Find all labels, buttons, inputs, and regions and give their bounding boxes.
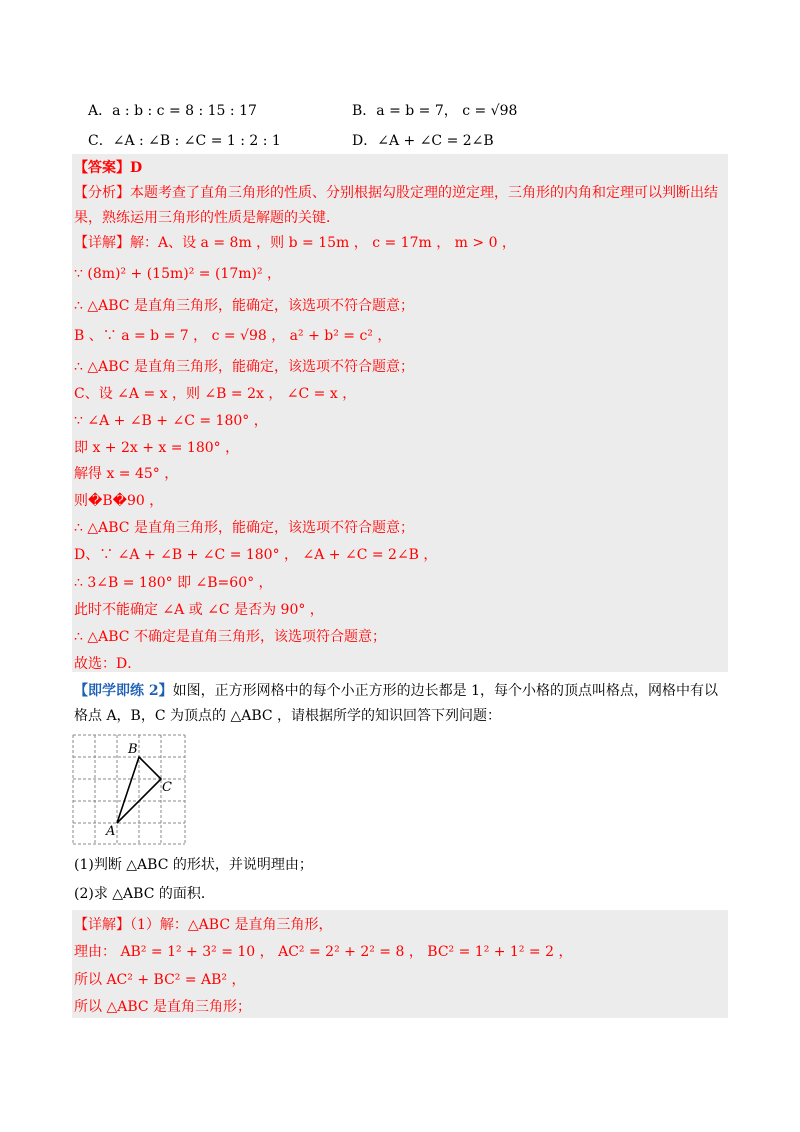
option-b: B．a = b = 7， c = √98 (352, 103, 518, 119)
solution1-line: ∴ △ABC 是直角三角形，能确定，该选项不符合题意； (74, 298, 414, 314)
solution1-line: ∴ △ABC 不确定是直角三角形，该选项符合题意； (74, 629, 386, 645)
solution1-line: ∴ △ABC 是直角三角形，能确定，该选项不符合题意； (74, 520, 414, 536)
solution1-line: ∵ ∠A + ∠B + ∠C = 180° ， (74, 413, 268, 429)
solution1-line: ∴ △ABC 是直角三角形，能确定，该选项不符合题意； (74, 359, 414, 375)
solution2-line: 所以 △ABC 是直角三角形； (74, 999, 252, 1015)
solution1-line: 此时不能确定 ∠A 或 ∠C 是否为 90° ， (74, 602, 324, 618)
option-c: C．∠A : ∠B : ∠C = 1 : 2 : 1 (88, 133, 281, 149)
exercise-intro (74, 681, 718, 701)
exercise-text-2: 格点 A，B，C 为顶点的 △ABC ，请根据所学的知识回答下列问题： (74, 708, 502, 724)
solution1-line: ∵ (8m)² + (15m)² = (17m)² ， (74, 266, 282, 282)
exercise-text-1: 如图，正方形网格中的每个小正方形的边长都是 1，每个小格的顶点叫格点，网格中有以 (172, 683, 718, 699)
label-b: B (128, 742, 138, 757)
solution1-line: C、设 ∠A = x ，则 ∠B = 2x ， ∠C = x ， (74, 386, 357, 402)
option-d: D．∠A + ∠C = 2∠B (352, 133, 494, 149)
exercise-title: 【即学即练 2】 (74, 683, 173, 699)
option-a: A．a : b : c = 8 : 15 : 17 (88, 103, 257, 119)
analysis-line-1: 【分析】本题考查了直角三角形的性质、分别根据勾股定理的逆定理，三角形的内角和定理可以判断出结 (74, 185, 718, 201)
grid-svg (72, 734, 187, 846)
solution1-line: 故选：D． (74, 656, 142, 672)
solution1-line: 则�B�90 ， (74, 493, 164, 509)
solution2-line: 【详解】（1）解：△ABC 是直角三角形， (74, 917, 333, 933)
analysis-line-2: 果，熟练运用三角形的性质是解题的关键． (74, 210, 340, 226)
grid-figure (72, 734, 187, 850)
solution2-line: 理由： AB² = 1² + 3² = 10 ， AC² = 2² + 2² = 8 ， BC² = 1² + 1² = 2 ， (74, 944, 573, 960)
label-c: C (162, 780, 172, 795)
answer-line: 【答案】D (74, 160, 143, 176)
label-a: A (106, 824, 116, 839)
question-1: (1)判断 △ABC 的形状，并说明理由； (74, 857, 313, 873)
solution1-line: 即 x + 2x + x = 180° ， (74, 440, 240, 456)
solution1-line: B 、∵ a = b = 7 ， c = √98 ， a² + b² = c² ， (74, 328, 392, 344)
question-2: (2)求 △ABC 的面积． (74, 886, 215, 902)
solution1-line: 解得 x = 45° ， (74, 466, 179, 482)
solution2-line: 所以 AC² + BC² = AB² ， (74, 972, 246, 988)
solution1-line: 【详解】解：A、设 a = 8m ，则 b = 15m ， c = 17m ， m > 0 ， (74, 235, 516, 251)
solution1-line: D、∵ ∠A + ∠B + ∠C = 180° ， ∠A + ∠C = 2∠B ， (74, 547, 438, 563)
solution1-line: ∴ 3∠B = 180° 即 ∠B=60° ， (74, 575, 273, 591)
